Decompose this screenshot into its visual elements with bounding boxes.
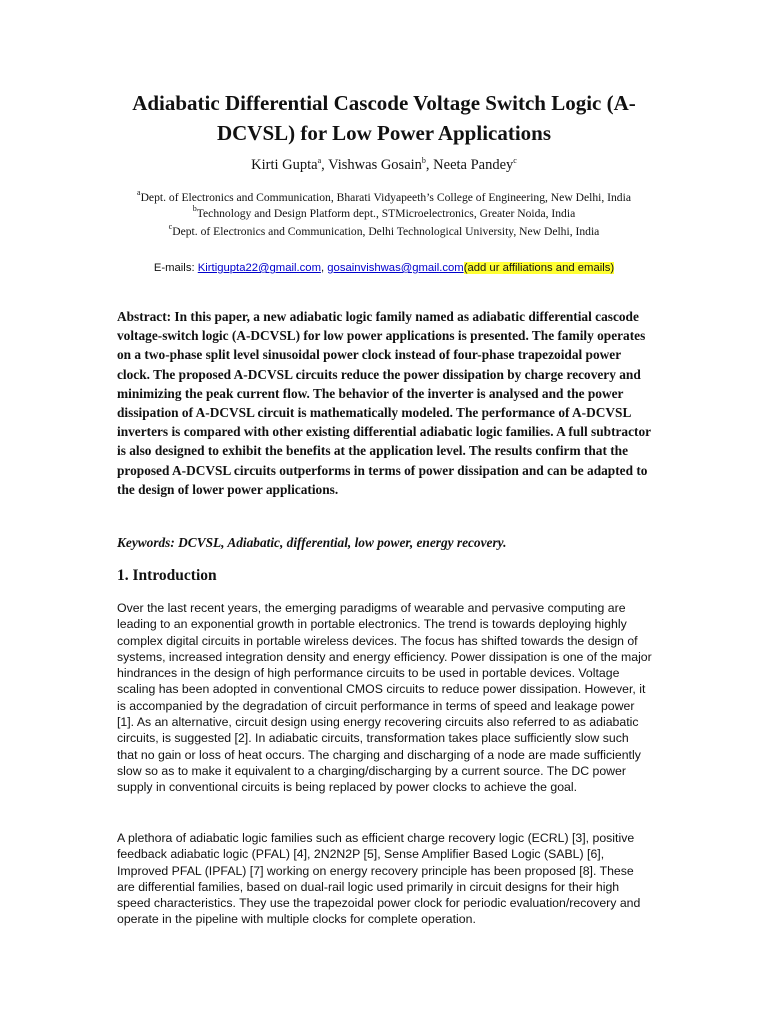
affiliation-a [0,190,768,206]
email-link[interactable]: gosainvishwas@gmail.com [327,262,464,274]
affiliation-text: Dept. of Electronics and Communication, Delhi Technological University, New Delhi, India [172,225,600,238]
author-affiliation-mark: b [421,156,426,165]
paper-title: Adiabatic Differential Cascode Voltage Switch Logic (A-DCVSL) for Low Power Applications [132,91,636,145]
affiliation-text: Technology and Design Platform dept., STMicroelectronics, Greater Noida, India [196,207,576,220]
body-paragraph: A plethora of adiabatic logic families such as efficient charge recovery logic (ECRL) [3], positive feedback adiabatic logic (PFAL) [4], 2N2N2P [5], Sense Amplifier Based Logic (SABL) [6], Improved PFAL (IPFAL) [7] working on energy recovery principle has been proposed [8]. These are differential families, based on dual-rail logic used primarily in circuit designs for their high speed characteristics. They use the trapezoidal power clock for periodic evaluation/recovery and operate in the pipeline with multiple clocks for complete operation. [117,831,641,927]
affiliation-c [0,224,768,240]
highlighted-note: (add ur affiliations and emails) [463,262,615,274]
author-name: Vishwas Gosain [328,157,422,173]
body-paragraph: Over the last recent years, the emerging paradigms of wearable and pervasive computing are leading to an exponential growth in portable electronics. The trend is towards deploying highly complex digital circuits in portable wireless devices. The focus has shifted towards the design of systems, increased integration density and energy efficiency. Power dissipation is one of the major hindrances in the design of high performance circuits to be used in portable devices. Voltage scaling has been adopted in conventional CMOS circuits to reduce power dissipation. However, it is accompanied by the degradation of circuit performance in terms of speed and leakage power [1]. As an alternative, circuit design using energy recovering circuits also referred to as adiabatic circuits, is suggested [2]. In adiabatic circuits, transformation takes place sufficiently slow such that no gain or loss of heat occurs. The charging and discharging of a node are made sufficiently slow so as to make it equivalent to a charging/discharging by a current source. The DC power supply in conventional circuits is being replaced by power clocks to achieve the goal. [117,601,652,795]
affiliation-b [0,206,768,222]
author-list: Kirti Gupta$^a$, Vishwas Gosain$^b$, Neeta Pandey$^c$ [251,156,517,173]
email-label: E-mails: [153,262,198,274]
affiliation-mark: c [168,222,173,231]
affiliation-text: Dept. of Electronics and Communication, Bharati Vidyapeeth’s College of Engineering, New Delhi, India [140,191,631,204]
author-affiliation-mark: c [513,156,517,165]
abstract: Abstract: In this paper, a new adiabatic logic family named as adiabatic differential cascode voltage-switch logic (A-DCVSL) for low power applications is presented. The family operates on a two-phase split level sinusoidal power clock instead of four-phase trapezoidal power clock. The proposed A-DCVSL circuits reduce the power dissipation by charge recovery and minimizing the peak current flow. The behavior of the inverter is analysed and the power dissipation of A-DCVSL circuit is mathematically modeled. The performance of A-DCVSL inverters is compared with other existing differential adiabatic logic families. A full subtractor is also designed to exhibit the benefits at the application level. The results confirm that the proposed A-DCVSL circuits outperforms in terms of power dissipation and can be adapted to the design of lower power applications. [117,309,651,497]
keywords: Keywords: DCVSL, Adiabatic, differential, low power, energy recovery. [117,535,507,550]
author-name: Neeta Pandey [433,157,514,173]
email-line [0,260,768,276]
author-name: Kirti Gupta [251,157,318,173]
author-affiliation-mark: a [317,156,322,165]
affiliation-mark: b [192,204,197,213]
section-heading: 1. Introduction [117,567,217,584]
email-link[interactable]: Kirtigupta22@gmail.com [197,262,321,274]
email-separator: , [320,262,328,274]
affiliation-mark: a [137,188,141,197]
